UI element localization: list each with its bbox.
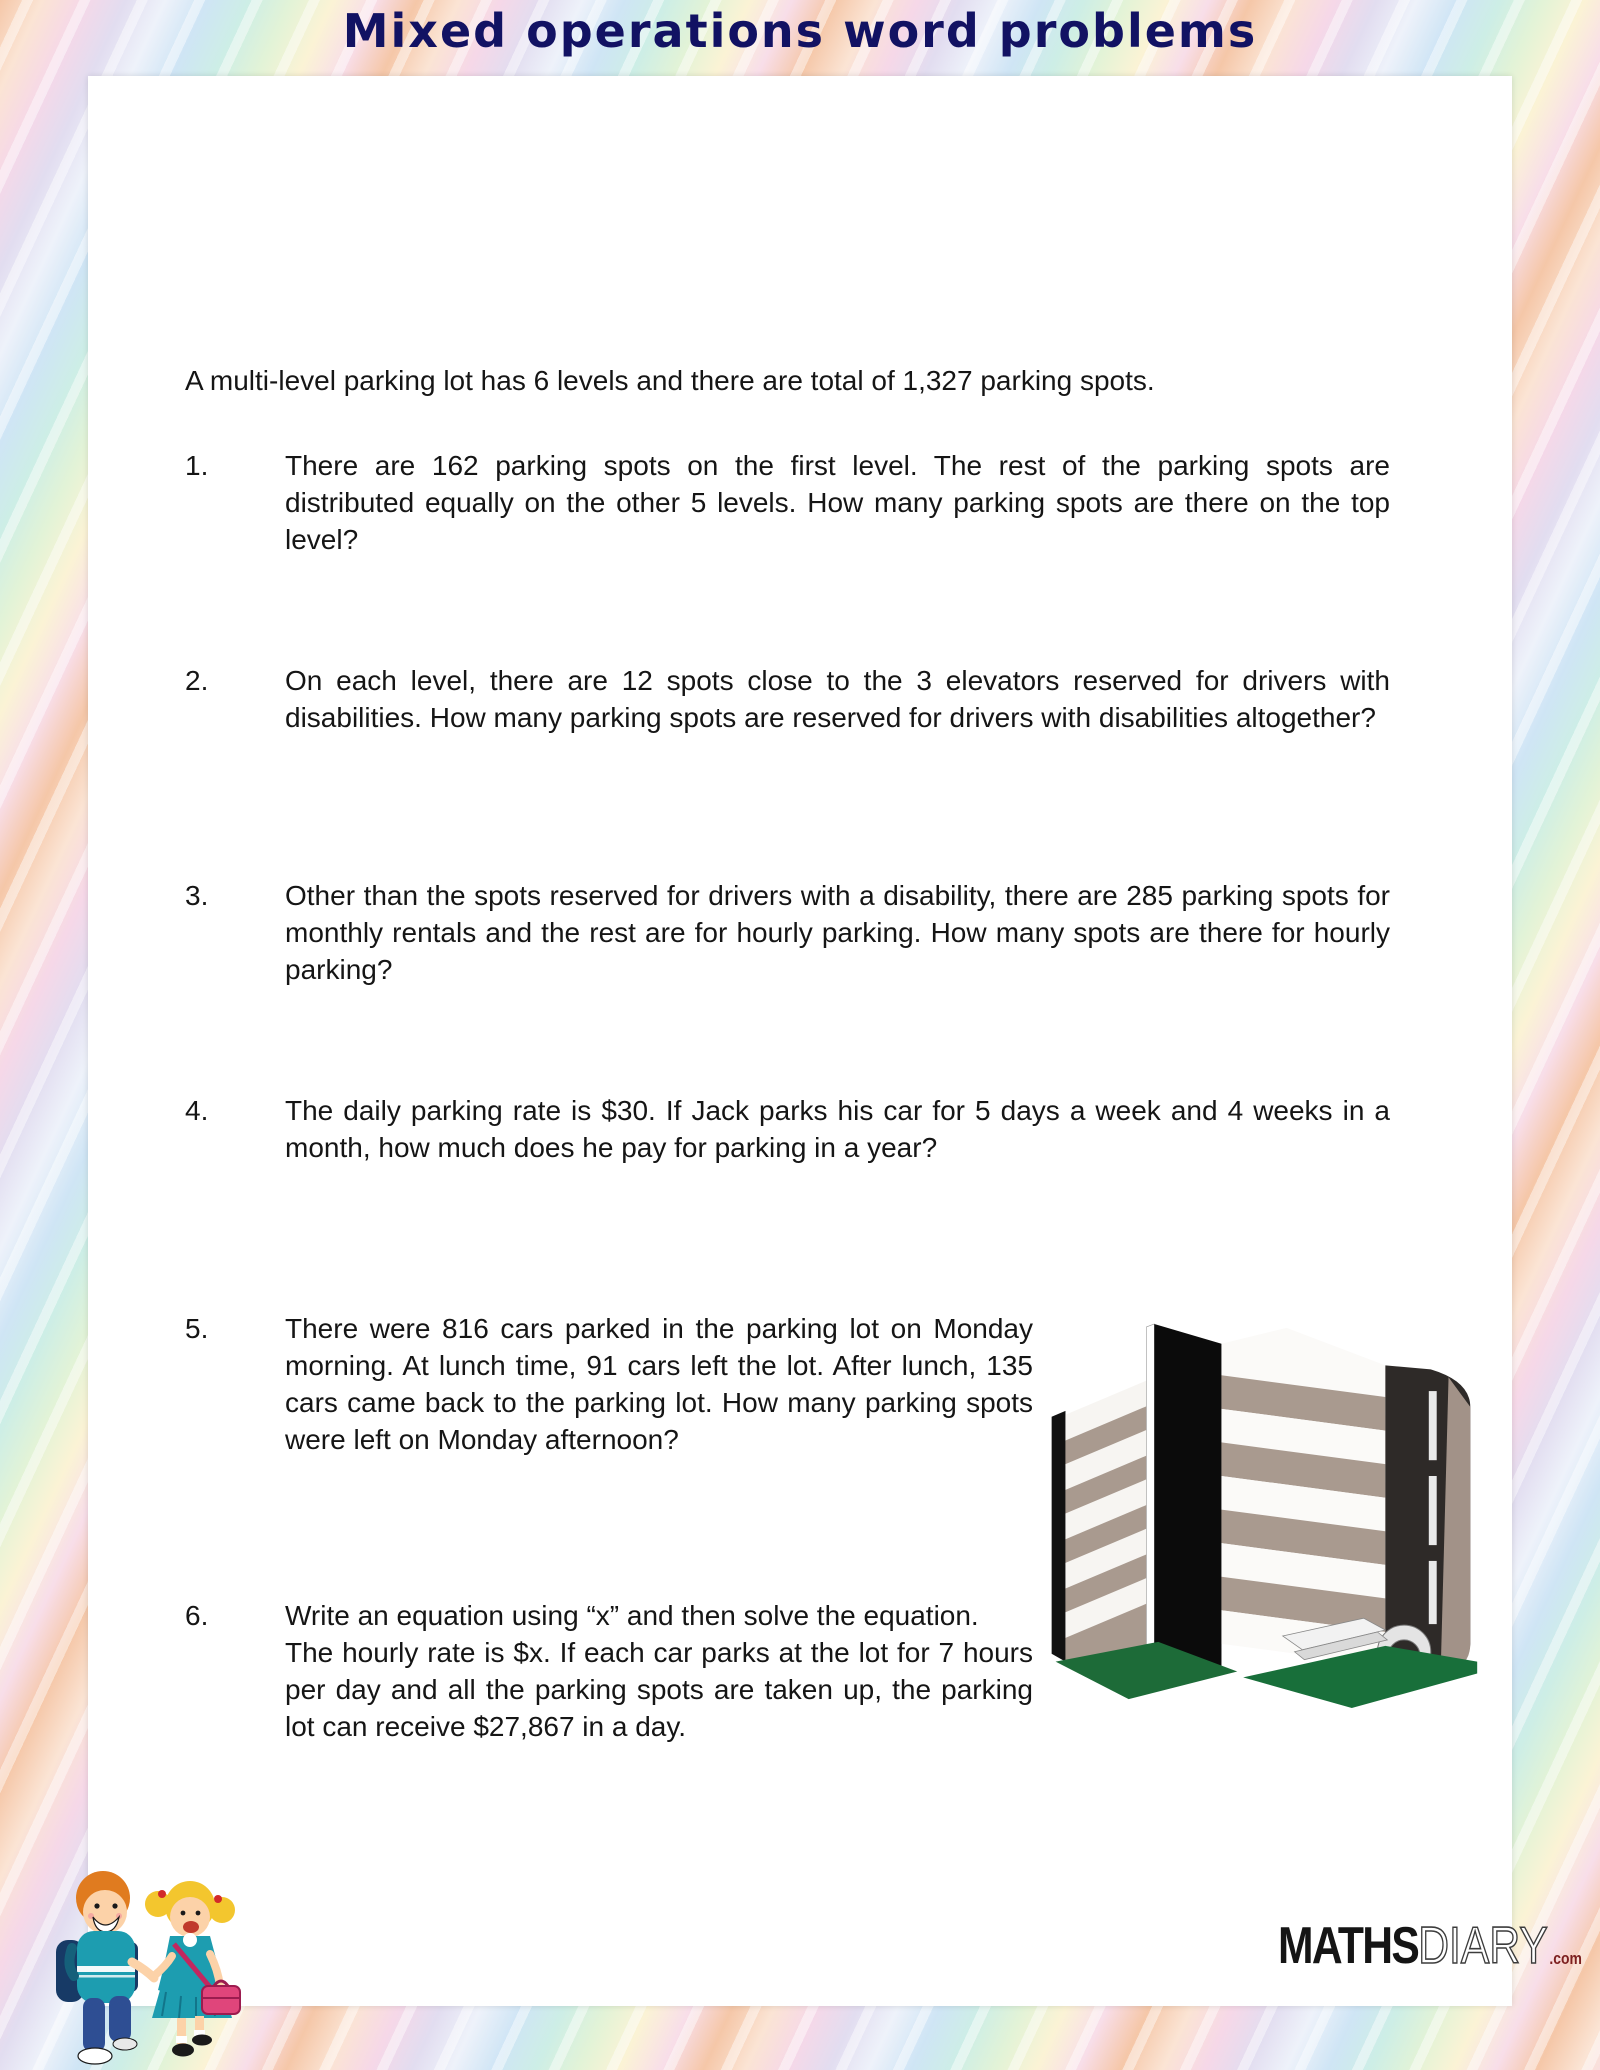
problem-6-text-part-1: Write an equation using “x” and then solve the equation. (285, 1600, 979, 1631)
problem-1-text: There are 162 parking spots on the first level. The rest of the parking spots are distributed equally on the other 5 levels. How many parking spots are there on the top level? (285, 450, 1390, 555)
problem-3-number: 3. (185, 880, 209, 911)
problem-4-number: 4. (185, 1095, 209, 1126)
logo-diary-text: DIARY (1418, 1917, 1548, 1975)
problem-4-text: The daily parking rate is $30. If Jack parks his car for 5 days a week and 4 weeks in a month, how much does he pay for parking in a year? (285, 1095, 1390, 1163)
problem-5 (185, 1310, 1033, 1458)
intro-text: A multi-level parking lot has 6 levels and there are total of 1,327 parking spots. (185, 365, 1155, 396)
logo-com-text: .com (1549, 1949, 1582, 1968)
problem-2 (185, 662, 1390, 736)
problem-1 (185, 447, 1390, 558)
problem-1-number: 1. (185, 450, 209, 481)
mathsdiary-logo (1278, 1916, 1582, 1976)
problem-4 (185, 1092, 1390, 1166)
problem-6-number: 6. (185, 1600, 209, 1631)
problem-2-number: 2. (185, 665, 209, 696)
problem-6-text (285, 1597, 1033, 1745)
logo-maths-text: MATHS (1278, 1917, 1419, 1975)
problem-2-text: On each level, there are 12 spots close to the 3 elevators reserved for drivers with disabilities. How many parking spots are reserved for drivers with disabilities altogether? (285, 665, 1390, 733)
problem-3-text: Other than the spots reserved for drivers with a disability, there are 285 parking spots for monthly rentals and the rest are for hourly parking. How many spots are there for hourly parking? (285, 880, 1390, 985)
problem-6-text-part-2: The hourly rate is $x. If each car parks at the lot for 7 hours per day and all the parking spots are taken up, the parking lot can receive $27,867 in a day. (285, 1637, 1033, 1742)
problem-5-text: There were 816 cars parked in the parking lot on Monday morning. At lunch time, 91 cars left the lot. After lunch, 135 cars came back to the parking lot. How many parking spots were left on Monday afternoon? (285, 1313, 1033, 1455)
problem-5-number: 5. (185, 1313, 209, 1344)
problem-6 (185, 1597, 1033, 1745)
children-illustration (6, 1870, 268, 2066)
problem-3 (185, 877, 1390, 988)
page-title: Mixed operations word problems (342, 4, 1258, 58)
parking-garage-image (1035, 1320, 1480, 1710)
